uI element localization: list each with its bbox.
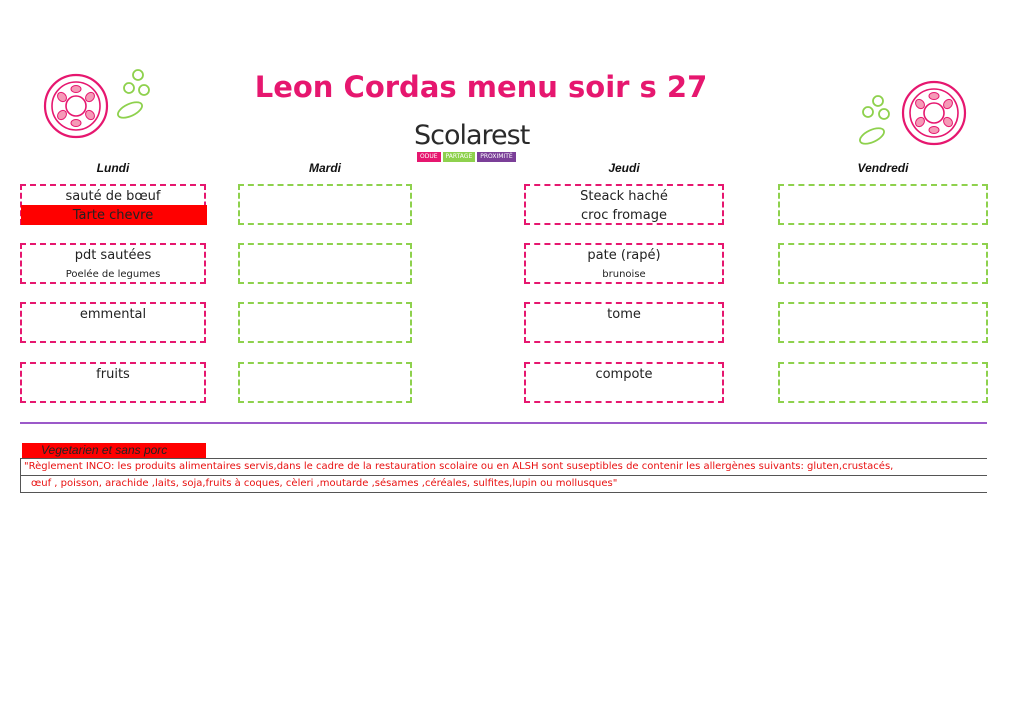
menu-item: pate (rapé) (587, 248, 661, 263)
day-header-vendredi: Vendredi (857, 161, 909, 175)
menu-item: Poelée de legumes (65, 269, 161, 280)
table-rule (20, 458, 987, 459)
section-divider (20, 422, 987, 424)
vegetarian-legend: Vegetarien et sans porc (22, 443, 206, 458)
page-title: Leon Cordas menu soir s 27 (254, 70, 708, 104)
inco-notice-line2: œuf , poisson, arachide ,laits, soja,fruits à coques, cèleri ,moutarde ,sésames ,céréales, sulfites,lupin ou mollusques" (31, 478, 618, 489)
scolarest-logo (414, 120, 530, 165)
menu-cell-jeudi-dessert (524, 362, 724, 403)
table-rule (20, 475, 987, 476)
table-rule (20, 492, 987, 493)
menu-cell-mardi-cheese (238, 302, 412, 343)
menu-cell-lundi-dessert (20, 362, 206, 403)
menu-cell-jeudi-cheese (524, 302, 724, 343)
menu-item: Steack haché (580, 189, 668, 204)
logo-tag: PROXIMITÉ (477, 152, 515, 162)
menu-item: tome (607, 307, 641, 322)
menu-cell-jeudi-main (524, 184, 724, 225)
menu-cell-lundi-cheese (20, 302, 206, 343)
menu-cell-lundi-side (20, 243, 206, 284)
menu-item: emmental (79, 307, 147, 322)
menu-cell-vendredi-main (778, 184, 988, 225)
menu-cell-vendredi-cheese (778, 302, 988, 343)
menu-item: pdt sautées (74, 248, 152, 263)
menu-item-vegetarian: Tarte chevre (72, 208, 154, 223)
menu-item: fruits (96, 367, 130, 382)
menu-cell-lundi-main (20, 184, 206, 225)
day-header-mardi: Mardi (308, 161, 341, 175)
menu-item: croc fromage (581, 208, 667, 223)
menu-item: brunoise (602, 269, 646, 280)
menu-cell-jeudi-side (524, 243, 724, 284)
logo-wordmark: Scolarest (414, 120, 530, 151)
logo-tag: PARTAGE (443, 152, 476, 162)
menu-cell-mardi-dessert (238, 362, 412, 403)
logo-tag: ODUE (417, 152, 441, 162)
menu-item: compote (595, 367, 653, 382)
day-header-lundi: Lundi (96, 161, 130, 175)
menu-item: sauté de bœuf (65, 189, 161, 204)
menu-cell-mardi-main (238, 184, 412, 225)
menu-cell-mardi-side (238, 243, 412, 284)
menu-cell-vendredi-dessert (778, 362, 988, 403)
inco-notice-line1: "Règlement INCO: les produits alimentaires servis,dans le cadre de la restauration scolaire ou en ALSH sont suseptibles de contenir les allergènes suivants: gluten,crustacés, (24, 461, 894, 472)
day-header-jeudi: Jeudi (608, 161, 640, 175)
menu-cell-vendredi-side (778, 243, 988, 284)
